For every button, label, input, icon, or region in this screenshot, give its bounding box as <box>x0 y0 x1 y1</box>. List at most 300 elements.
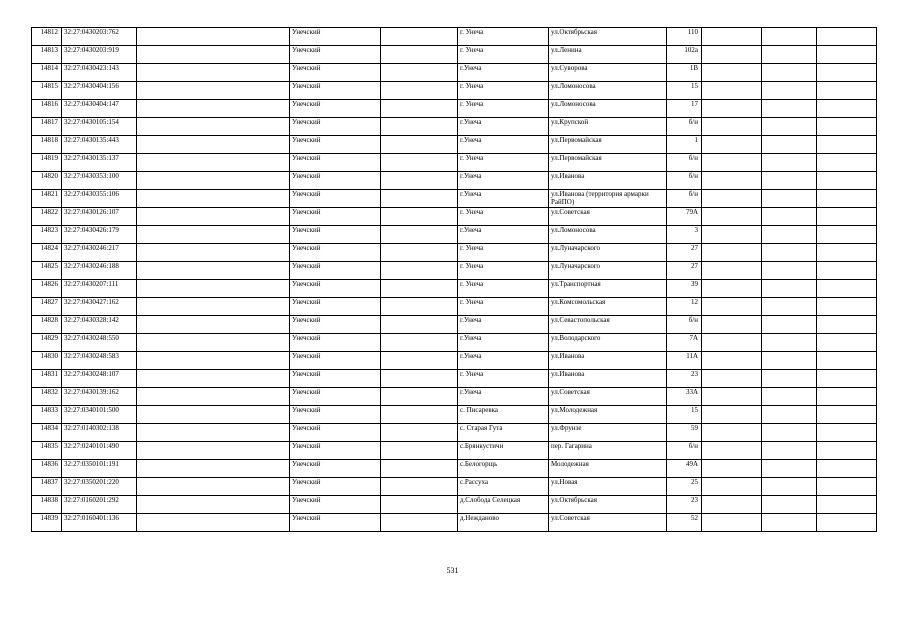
locality-cell: г. Унеча <box>458 280 549 298</box>
street-cell: ул.Иванова <box>549 352 667 370</box>
cadastral-number-cell: 32:27:0430105:154 <box>62 118 137 136</box>
district-cell: Унечский <box>290 82 381 100</box>
empty-cell <box>702 334 762 352</box>
locality-cell: с. Писаревка <box>458 406 549 424</box>
empty-cell <box>817 478 877 496</box>
empty-cell <box>137 370 290 388</box>
street-cell: ул.Володарского <box>549 334 667 352</box>
street-cell: ул.Иванова <box>549 370 667 388</box>
table-row <box>32 226 877 244</box>
district-cell: Унечский <box>290 298 381 316</box>
table-row <box>32 406 877 424</box>
empty-cell <box>137 262 290 280</box>
empty-cell <box>817 262 877 280</box>
empty-cell <box>817 334 877 352</box>
row-number-cell: 14826 <box>32 280 62 298</box>
empty-cell <box>137 316 290 334</box>
empty-cell <box>702 388 762 406</box>
cadastral-number-cell: 32:27:0240101:490 <box>62 442 137 460</box>
house-number-cell: 27 <box>667 262 702 280</box>
district-cell: Унечский <box>290 406 381 424</box>
empty-cell <box>137 442 290 460</box>
locality-cell: г. Унеча <box>458 262 549 280</box>
house-number-cell: 110 <box>667 28 702 46</box>
row-number-cell: 14820 <box>32 172 62 190</box>
district-cell: Унечский <box>290 154 381 172</box>
empty-cell <box>817 136 877 154</box>
street-cell: ул.Иванова (территория армарки РайПО) <box>549 190 667 208</box>
locality-cell: г.Унеча <box>458 316 549 334</box>
house-number-cell: б/н <box>667 154 702 172</box>
empty-cell <box>702 514 762 532</box>
locality-cell: г. Унеча <box>458 154 549 172</box>
cadastral-number-cell: 32:27:0430246:188 <box>62 262 137 280</box>
empty-cell <box>762 226 817 244</box>
empty-cell <box>137 154 290 172</box>
cadastral-number-cell: 32:27:0430126:107 <box>62 208 137 226</box>
house-number-cell: 1В <box>667 64 702 82</box>
table-row <box>32 208 877 226</box>
district-cell: Унечский <box>290 496 381 514</box>
empty-cell <box>817 46 877 64</box>
district-cell: Унечский <box>290 388 381 406</box>
locality-cell: д.Нежданово <box>458 514 549 532</box>
row-number-cell: 14818 <box>32 136 62 154</box>
empty-cell <box>381 226 458 244</box>
table-row <box>32 118 877 136</box>
empty-cell <box>702 154 762 172</box>
cadastral-number-cell: 32:27:0430203:919 <box>62 46 137 64</box>
empty-cell <box>817 190 877 208</box>
locality-cell: г. Унеча <box>458 298 549 316</box>
table-row <box>32 280 877 298</box>
locality-cell: г.Унеча <box>458 352 549 370</box>
empty-cell <box>137 388 290 406</box>
district-cell: Унечский <box>290 262 381 280</box>
empty-cell <box>381 496 458 514</box>
row-number-cell: 14816 <box>32 100 62 118</box>
cadastral-number-cell: 32:27:0430246:217 <box>62 244 137 262</box>
empty-cell <box>702 244 762 262</box>
locality-cell: с.Белогорщь <box>458 460 549 478</box>
cadastral-number-cell: 32:27:0350201:220 <box>62 478 137 496</box>
row-number-cell: 14836 <box>32 460 62 478</box>
empty-cell <box>702 280 762 298</box>
row-number-cell: 14838 <box>32 496 62 514</box>
row-number-cell: 14814 <box>32 64 62 82</box>
empty-cell <box>381 208 458 226</box>
cadastral-number-cell: 32:27:0430426:179 <box>62 226 137 244</box>
locality-cell: г. Унеча <box>458 100 549 118</box>
cadastral-number-cell: 32:27:0430139:162 <box>62 388 137 406</box>
district-cell: Унечский <box>290 208 381 226</box>
table-row <box>32 424 877 442</box>
empty-cell <box>817 82 877 100</box>
row-number-cell: 14819 <box>32 154 62 172</box>
empty-cell <box>381 100 458 118</box>
street-cell: пер. Гагарина <box>549 442 667 460</box>
table-row <box>32 244 877 262</box>
table-row <box>32 370 877 388</box>
empty-cell <box>137 280 290 298</box>
house-number-cell: 102а <box>667 46 702 64</box>
empty-cell <box>137 460 290 478</box>
cadastral-number-cell: 32:27:0160401:136 <box>62 514 137 532</box>
empty-cell <box>381 64 458 82</box>
cadastral-number-cell: 32:27:0430135:137 <box>62 154 137 172</box>
table-row <box>32 316 877 334</box>
row-number-cell: 14823 <box>32 226 62 244</box>
register-table <box>31 27 877 532</box>
empty-cell <box>702 64 762 82</box>
street-cell: ул.Молодежная <box>549 406 667 424</box>
cadastral-number-cell: 32:27:0340101:500 <box>62 406 137 424</box>
street-cell: ул.Советская <box>549 208 667 226</box>
table-row <box>32 514 877 532</box>
locality-cell: г.Унеча <box>458 64 549 82</box>
empty-cell <box>817 172 877 190</box>
empty-cell <box>702 172 762 190</box>
cadastral-number-cell: 32:27:0430203:762 <box>62 28 137 46</box>
district-cell: Унечский <box>290 64 381 82</box>
locality-cell: с. Старая Гута <box>458 424 549 442</box>
table-row <box>32 388 877 406</box>
row-number-cell: 14828 <box>32 316 62 334</box>
locality-cell: с.Рассуха <box>458 478 549 496</box>
street-cell: ул.Фрунзе <box>549 424 667 442</box>
empty-cell <box>381 316 458 334</box>
empty-cell <box>702 46 762 64</box>
table-row <box>32 28 877 46</box>
empty-cell <box>762 82 817 100</box>
empty-cell <box>762 496 817 514</box>
page-number: 531 <box>446 566 459 575</box>
empty-cell <box>817 226 877 244</box>
row-number-cell: 14839 <box>32 514 62 532</box>
empty-cell <box>381 136 458 154</box>
empty-cell <box>137 64 290 82</box>
table-row <box>32 82 877 100</box>
empty-cell <box>702 262 762 280</box>
street-cell: ул.Советская <box>549 514 667 532</box>
empty-cell <box>817 154 877 172</box>
empty-cell <box>137 496 290 514</box>
empty-cell <box>762 28 817 46</box>
house-number-cell: 23 <box>667 370 702 388</box>
table-row <box>32 100 877 118</box>
district-cell: Унечский <box>290 334 381 352</box>
empty-cell <box>137 118 290 136</box>
house-number-cell: 52 <box>667 514 702 532</box>
empty-cell <box>762 100 817 118</box>
empty-cell <box>381 334 458 352</box>
locality-cell: г. Унеча <box>458 244 549 262</box>
house-number-cell: 1 <box>667 136 702 154</box>
cadastral-number-cell: 32:27:0430207:111 <box>62 280 137 298</box>
empty-cell <box>702 370 762 388</box>
empty-cell <box>817 388 877 406</box>
street-cell: ул.Комсомольская <box>549 298 667 316</box>
locality-cell: г. Унеча <box>458 370 549 388</box>
empty-cell <box>702 136 762 154</box>
empty-cell <box>817 514 877 532</box>
row-number-cell: 14831 <box>32 370 62 388</box>
empty-cell <box>762 298 817 316</box>
locality-cell: д.Слобода Селецкая <box>458 496 549 514</box>
empty-cell <box>762 406 817 424</box>
empty-cell <box>762 514 817 532</box>
empty-cell <box>817 298 877 316</box>
empty-cell <box>762 388 817 406</box>
district-cell: Унечский <box>290 244 381 262</box>
empty-cell <box>762 172 817 190</box>
house-number-cell: б/н <box>667 442 702 460</box>
street-cell: ул.Советская <box>549 388 667 406</box>
empty-cell <box>762 190 817 208</box>
empty-cell <box>817 28 877 46</box>
empty-cell <box>137 334 290 352</box>
locality-cell: с.Брянкустичи <box>458 442 549 460</box>
cadastral-number-cell: 32:27:0430248:107 <box>62 370 137 388</box>
empty-cell <box>381 442 458 460</box>
house-number-cell: 3 <box>667 226 702 244</box>
empty-cell <box>137 208 290 226</box>
empty-cell <box>817 280 877 298</box>
empty-cell <box>381 28 458 46</box>
locality-cell: г. Унеча <box>458 208 549 226</box>
empty-cell <box>762 208 817 226</box>
empty-cell <box>762 352 817 370</box>
row-number-cell: 14817 <box>32 118 62 136</box>
house-number-cell: 27 <box>667 244 702 262</box>
street-cell: ул.Ломоносова <box>549 82 667 100</box>
cadastral-number-cell: 32:27:0430404:156 <box>62 82 137 100</box>
empty-cell <box>817 64 877 82</box>
cadastral-number-cell: 32:27:0430404:147 <box>62 100 137 118</box>
street-cell: ул.Первомайская <box>549 154 667 172</box>
locality-cell: г. Унеча <box>458 28 549 46</box>
row-number-cell: 14832 <box>32 388 62 406</box>
empty-cell <box>381 190 458 208</box>
district-cell: Унечский <box>290 172 381 190</box>
empty-cell <box>702 28 762 46</box>
empty-cell <box>137 424 290 442</box>
locality-cell: г.Унеча <box>458 190 549 208</box>
row-number-cell: 14835 <box>32 442 62 460</box>
empty-cell <box>137 136 290 154</box>
empty-cell <box>817 244 877 262</box>
cadastral-number-cell: 32:27:0430353:100 <box>62 172 137 190</box>
row-number-cell: 14837 <box>32 478 62 496</box>
empty-cell <box>762 244 817 262</box>
house-number-cell: б/н <box>667 190 702 208</box>
house-number-cell: 11А <box>667 352 702 370</box>
empty-cell <box>137 28 290 46</box>
empty-cell <box>762 316 817 334</box>
empty-cell <box>702 118 762 136</box>
cadastral-number-cell: 32:27:0430135:443 <box>62 136 137 154</box>
table-row <box>32 46 877 64</box>
cadastral-number-cell: 32:27:0430328:142 <box>62 316 137 334</box>
empty-cell <box>702 298 762 316</box>
house-number-cell: 59 <box>667 424 702 442</box>
empty-cell <box>381 46 458 64</box>
empty-cell <box>762 424 817 442</box>
locality-cell: г.Унеча <box>458 334 549 352</box>
house-number-cell: б/н <box>667 316 702 334</box>
empty-cell <box>702 352 762 370</box>
house-number-cell: 25 <box>667 478 702 496</box>
empty-cell <box>762 370 817 388</box>
empty-cell <box>137 406 290 424</box>
locality-cell: г.Унеча <box>458 226 549 244</box>
empty-cell <box>817 208 877 226</box>
district-cell: Унечский <box>290 118 381 136</box>
empty-cell <box>381 154 458 172</box>
empty-cell <box>137 46 290 64</box>
house-number-cell: б/н <box>667 172 702 190</box>
table-row <box>32 262 877 280</box>
empty-cell <box>762 118 817 136</box>
locality-cell: г.Унеча <box>458 388 549 406</box>
row-number-cell: 14813 <box>32 46 62 64</box>
house-number-cell: б/н <box>667 118 702 136</box>
table-row <box>32 136 877 154</box>
house-number-cell: 15 <box>667 82 702 100</box>
district-cell: Унечский <box>290 28 381 46</box>
table-row <box>32 172 877 190</box>
district-cell: Унечский <box>290 370 381 388</box>
street-cell: Молодежная <box>549 460 667 478</box>
district-cell: Унечский <box>290 352 381 370</box>
empty-cell <box>137 190 290 208</box>
table-row <box>32 352 877 370</box>
cadastral-number-cell: 32:27:0140302:138 <box>62 424 137 442</box>
district-cell: Унечский <box>290 136 381 154</box>
empty-cell <box>817 352 877 370</box>
empty-cell <box>702 316 762 334</box>
house-number-cell: 79А <box>667 208 702 226</box>
house-number-cell: 49А <box>667 460 702 478</box>
empty-cell <box>702 190 762 208</box>
cadastral-number-cell: 32:27:0430248:550 <box>62 334 137 352</box>
empty-cell <box>381 388 458 406</box>
house-number-cell: 33А <box>667 388 702 406</box>
table-row <box>32 190 877 208</box>
empty-cell <box>762 334 817 352</box>
row-number-cell: 14815 <box>32 82 62 100</box>
empty-cell <box>762 478 817 496</box>
empty-cell <box>381 262 458 280</box>
district-cell: Унечский <box>290 478 381 496</box>
row-number-cell: 14822 <box>32 208 62 226</box>
empty-cell <box>137 244 290 262</box>
cadastral-number-cell: 32:27:0430423:143 <box>62 64 137 82</box>
empty-cell <box>762 262 817 280</box>
empty-cell <box>137 82 290 100</box>
table-row <box>32 478 877 496</box>
district-cell: Унечский <box>290 316 381 334</box>
cadastral-number-cell: 32:27:0430355:106 <box>62 190 137 208</box>
empty-cell <box>702 100 762 118</box>
empty-cell <box>702 424 762 442</box>
empty-cell <box>381 118 458 136</box>
empty-cell <box>381 370 458 388</box>
table-row <box>32 298 877 316</box>
empty-cell <box>702 496 762 514</box>
table-row <box>32 496 877 514</box>
locality-cell: г.Унеча <box>458 136 549 154</box>
empty-cell <box>702 406 762 424</box>
empty-cell <box>702 208 762 226</box>
empty-cell <box>817 424 877 442</box>
house-number-cell: 12 <box>667 298 702 316</box>
district-cell: Унечский <box>290 514 381 532</box>
empty-cell <box>381 82 458 100</box>
empty-cell <box>762 136 817 154</box>
empty-cell <box>762 46 817 64</box>
empty-cell <box>702 478 762 496</box>
house-number-cell: 7А <box>667 334 702 352</box>
street-cell: ул.Луначарского <box>549 244 667 262</box>
empty-cell <box>702 442 762 460</box>
district-cell: Унечский <box>290 226 381 244</box>
district-cell: Унечский <box>290 460 381 478</box>
empty-cell <box>817 118 877 136</box>
street-cell: ул.Крупской <box>549 118 667 136</box>
empty-cell <box>137 226 290 244</box>
row-number-cell: 14812 <box>32 28 62 46</box>
cadastral-number-cell: 32:27:0350101:191 <box>62 460 137 478</box>
table-row <box>32 64 877 82</box>
row-number-cell: 14827 <box>32 298 62 316</box>
table-row <box>32 334 877 352</box>
empty-cell <box>137 478 290 496</box>
locality-cell: г.Унеча <box>458 118 549 136</box>
empty-cell <box>817 100 877 118</box>
table-row <box>32 442 877 460</box>
row-number-cell: 14825 <box>32 262 62 280</box>
empty-cell <box>702 82 762 100</box>
empty-cell <box>817 406 877 424</box>
house-number-cell: 15 <box>667 406 702 424</box>
house-number-cell: 23 <box>667 496 702 514</box>
street-cell: ул.Ленина <box>549 46 667 64</box>
row-number-cell: 14824 <box>32 244 62 262</box>
row-number-cell: 14834 <box>32 424 62 442</box>
empty-cell <box>817 460 877 478</box>
empty-cell <box>702 460 762 478</box>
street-cell: ул.Первомайская <box>549 136 667 154</box>
street-cell: ул.Суворова <box>549 64 667 82</box>
street-cell: ул.Луначарского <box>549 262 667 280</box>
district-cell: Унечский <box>290 190 381 208</box>
empty-cell <box>381 244 458 262</box>
row-number-cell: 14830 <box>32 352 62 370</box>
empty-cell <box>381 280 458 298</box>
cadastral-number-cell: 32:27:0430427:162 <box>62 298 137 316</box>
empty-cell <box>381 172 458 190</box>
table-row <box>32 154 877 172</box>
empty-cell <box>381 406 458 424</box>
house-number-cell: 17 <box>667 100 702 118</box>
locality-cell: г.Унеча <box>458 172 549 190</box>
locality-cell: г. Унеча <box>458 82 549 100</box>
empty-cell <box>762 154 817 172</box>
empty-cell <box>702 226 762 244</box>
street-cell: ул.Иванова <box>549 172 667 190</box>
empty-cell <box>381 352 458 370</box>
